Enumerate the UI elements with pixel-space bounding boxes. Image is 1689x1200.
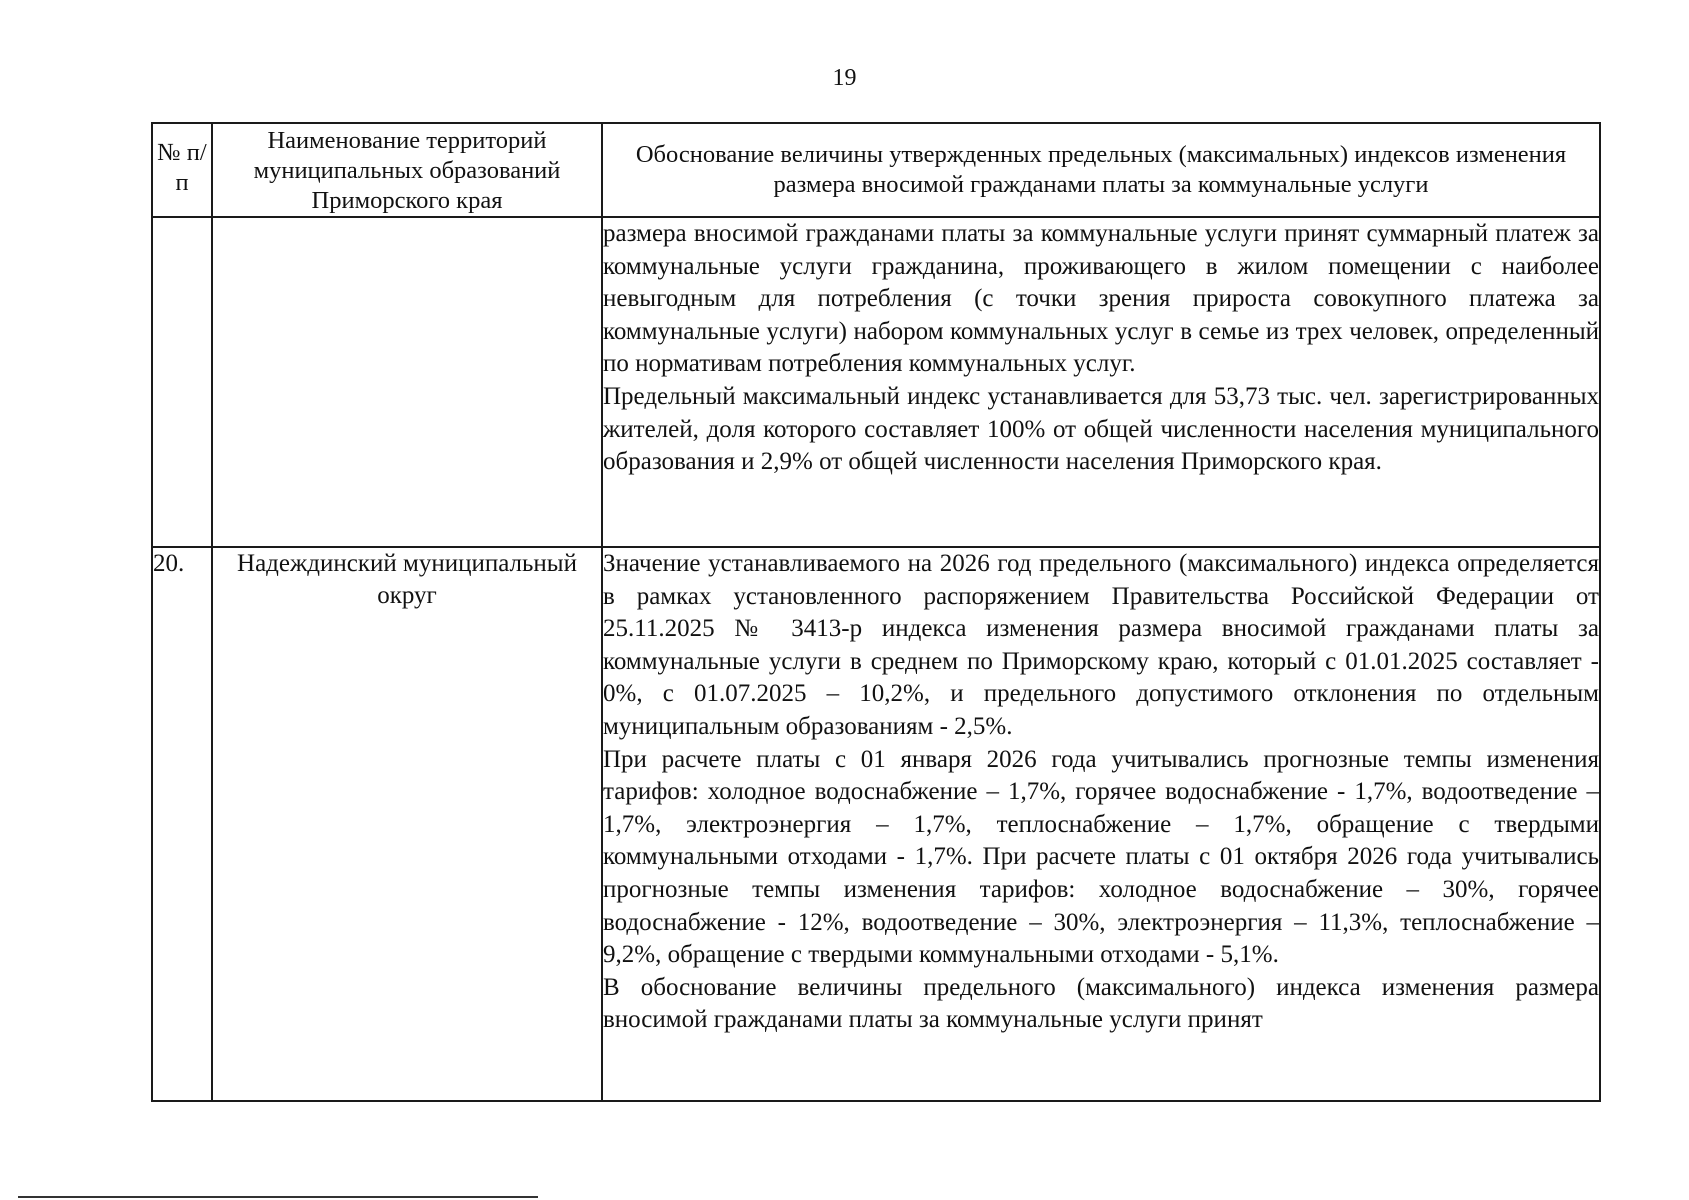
row-number-cell: 20.	[152, 547, 212, 1101]
header-territory-name: Наименование территорий муниципальных образований Приморского края	[212, 123, 602, 217]
header-num: № п/п	[152, 123, 212, 217]
basis-paragraph: размера вносимой гражданами платы за коммунальные услуги принят суммарный платеж за коммунальные услуги гражданина, проживающего в жилом помещении с наиболее невыгодным для потребления (с точки зрения прироста совокупного платежа за коммунальные услуги) набором коммунальных услуг в семье из трех человек, определенный по нормативам потребления коммунальных услуг.	[603, 220, 1599, 378]
basis-paragraph: Предельный максимальный индекс устанавливается для 53,73 тыс. чел. зарегистрированных жителей, доля которого составляет 100% от общей численности населения муниципального образования и 2,9% от общей численности населения Приморского края.	[603, 382, 1599, 476]
territory-cell	[212, 217, 602, 547]
indices-table	[151, 122, 1601, 1102]
basis-paragraph: В обоснование величины предельного (максимального) индекса изменения размера вносимой гражданами платы за коммунальные услуги принят	[603, 973, 1599, 1034]
table-row	[152, 547, 1600, 1101]
row-number-cell	[152, 217, 212, 547]
territory-cell: Надеждинский муниципальный округ	[212, 547, 602, 1101]
table-row	[152, 217, 1600, 547]
basis-paragraph: При расчете платы с 01 января 2026 года учитывались прогнозные темпы изменения тарифов: холодное водоснабжение – 1,7%, горячее водоснабжение - 1,7%, водоотведение – 1,7%, электроэнергия – 1,7%, теплоснабжение – 1,7%, обращение с твердыми коммунальными отходами - 1,7%. При расчете платы с 01 октября 2026 года учитывались прогнозные темпы изменения тарифов: холодное водоснабжение – 30%, горячее водоснабжение - 12%, водоотведение – 30%, электроэнергия – 11,3%, теплоснабжение – 9,2%, обращение с твердыми коммунальными отходами - 5,1%.	[603, 745, 1599, 969]
table-header-row	[152, 123, 1600, 217]
basis-cell	[602, 547, 1600, 1101]
basis-cell	[602, 217, 1600, 547]
basis-paragraph: Значение устанавливаемого на 2026 год предельного (максимального) индекса определяется в рамках установленного распоряжением Правительства Российской Федерации от 25.11.2025 № 3413-р индекса изменения размера вносимой гражданами платы за коммунальные услуги в среднем по Приморскому краю, который с 01.01.2025 составляет - 0%, с 01.07.2025 – 10,2%, и предельного допустимого отклонения по отдельным муниципальным образованиям - 2,5%.	[603, 550, 1599, 740]
header-basis: Обоснование величины утвержденных предельных (максимальных) индексов изменения размера вносимой гражданами платы за коммунальные услуги	[602, 123, 1600, 217]
footer-divider	[18, 1196, 538, 1198]
page-number: 19	[832, 65, 857, 91]
